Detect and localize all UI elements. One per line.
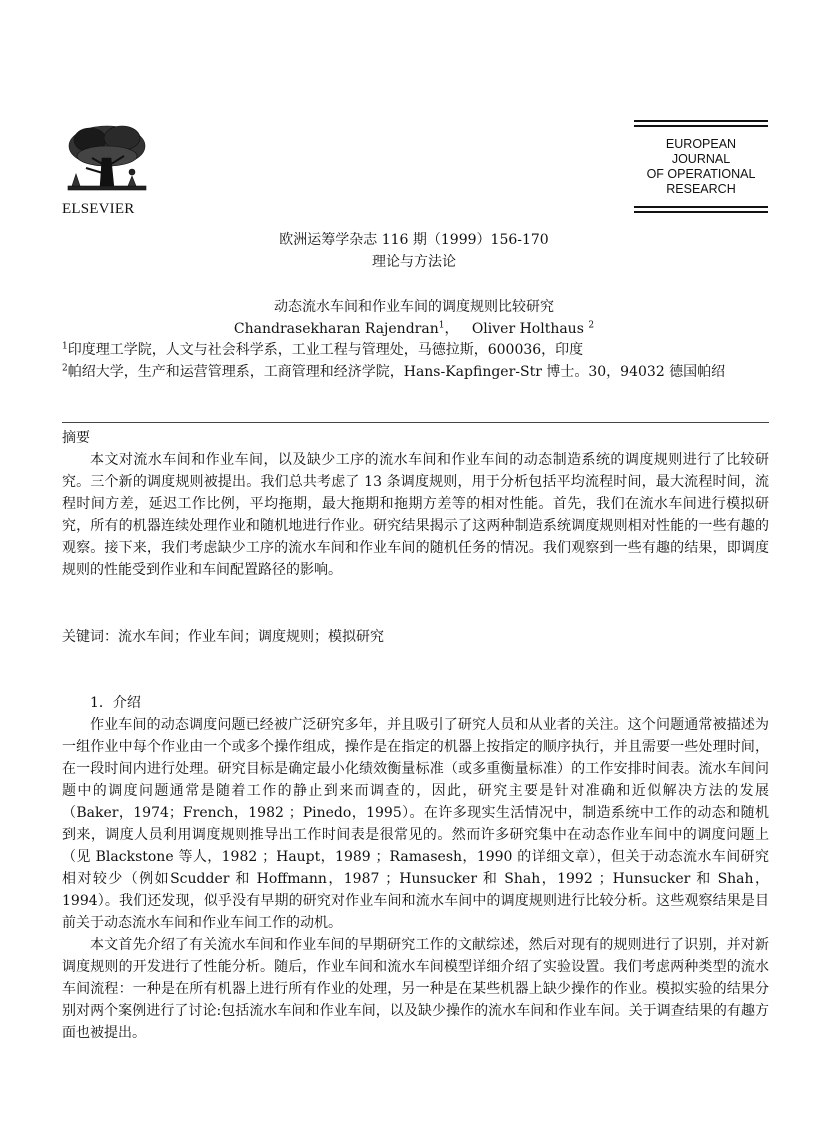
journal-title — [634, 137, 768, 197]
author-name: Chandrasekharan Rajendran — [233, 321, 439, 337]
intro-paragraph: 本文首先介绍了有关流水车间和作业车间的早期研究工作的文献综述，然后对现有的规则进行了识别，并对新调度规则的开发进行了性能分析。随后，作业车间和流水车间模型详细介绍了实验设置。我们考虑两种类型的流水车间流程：一种是在所有机器上进行所有作业的处理，另一种是在某些机器上缺少操作的作业。模拟实验的结果分别对两个案例进行了讨论:包括流水车间和作业车间，以及缺少操作的流水车间和作业车间。关于调查结果的有趣方面也被提出。 — [62, 937, 769, 1041]
affiliation — [62, 361, 769, 383]
section-label: 理论与方法论 — [372, 254, 456, 270]
intro-body — [62, 714, 769, 1044]
affiliation-mark: 1 — [62, 341, 68, 352]
affiliation — [62, 339, 769, 361]
author-name: Oliver Holthaus — [471, 321, 584, 337]
affiliation-text: 印度理工学院，人文与社会科学系，工业工程与管理处，马德拉斯，600036，印度 — [67, 342, 584, 358]
keywords: 关键词：流水车间；作业车间；调度规则；模拟研究 — [62, 629, 384, 645]
affiliation-text: 帕绍大学，生产和运营管理系，工商管理和经济学院，Hans-Kapfinger-Str 博士。30，94032 德国帕绍 — [67, 364, 726, 380]
section-heading — [62, 692, 769, 714]
journal-title-line: EUROPEAN — [665, 137, 737, 151]
journal-title-line: JOURNAL — [671, 152, 731, 166]
author-line — [0, 318, 828, 338]
intro-heading: 1．介绍 — [90, 695, 141, 711]
author-mark: 1 — [438, 320, 445, 331]
masthead-rule — [634, 125, 768, 127]
publisher-logo — [62, 122, 152, 220]
tree-emblem-icon — [62, 122, 152, 202]
affiliation-mark: 2 — [62, 363, 68, 374]
author-mark: 2 — [588, 320, 595, 331]
intro-paragraph: 作业车间的动态调度问题已经被广泛研究多年，并且吸引了研究人员和从业者的关注。这个问题通常被描述为一组作业中每个作业由一个或多个操作组成，操作是在指定的机器上按指定的顺序执行，并且需要一些处理时间，在一段时间内进行处理。研究目标是确定最小化绩效衡量标准（或多重衡量标准）的工作安排时间表。流水车间问题中的调度问题通常是随着工作的静止到来而调查的，因此，研究主要是针对准确和近似解决方法的发展（Baker，1974；French，1982 ；Pinedo，1995）。在许多现实生活情况中，制造系统中工作的动态和随机到来，调度人员利用调度规则推导出工作时间表是很常见的。然而许多研究集中在动态作业车间中的调度问题上（见 Blackstone 等人，1982 ；Haupt，1989 ；Ramasesh，1990 的详细文章），但关于动态流水车间研究相对较少（例如Scudder 和 Hoffmann，1987 ；Hunsucker 和 Shah，1992 ；Hunsucker 和 Shah，1994）。我们还发现，似乎没有早期的研究对作业车间和流水车间中的调度规则进行比较分析。这些观察结果是目前关于动态流水车间和作业车间工作的动机。 — [62, 717, 769, 931]
article-title: 动态流水车间和作业车间的调度规则比较研究 — [274, 299, 554, 315]
journal-masthead — [634, 120, 768, 216]
abstract-text: 本文对流水车间和作业车间，以及缺少工序的流水车间和作业车间的动态制造系统的调度规则进行了比较研究。三个新的调度规则被提出。我们总共考虑了 13 条调度规则，用于分析包括平均流程时间，最大流程时间，流程时间方差，延迟工作比例，平均拖期，最大拖期和拖期方差等的相对性能。首先，我们在流水车间进行模拟研究，所有的机器连续处理作业和随机地进行作业。研究结果揭示了这两种制造系统调度规则相对性能的一些有趣的观察。接下来，我们考虑缺少工序的流水车间和作业车间的随机任务的情况。我们观察到一些有趣的结果，即调度规则的性能受到作业和车间配置路径的影响。 — [62, 452, 769, 578]
citation-line: 欧洲运筹学杂志 116 期（1999）156-170 — [279, 232, 549, 248]
masthead-rule — [634, 211, 768, 213]
publisher-name: ELSEVIER — [62, 201, 135, 217]
header-divider — [62, 422, 769, 423]
masthead-rule — [634, 120, 768, 122]
abstract-body — [62, 449, 769, 581]
abstract-heading: 摘要 — [62, 430, 90, 446]
author-separator: ， — [444, 321, 459, 337]
masthead-rule — [634, 206, 768, 208]
journal-title-line: OF OPERATIONAL — [646, 167, 756, 181]
journal-title-line: RESEARCH — [666, 182, 736, 196]
